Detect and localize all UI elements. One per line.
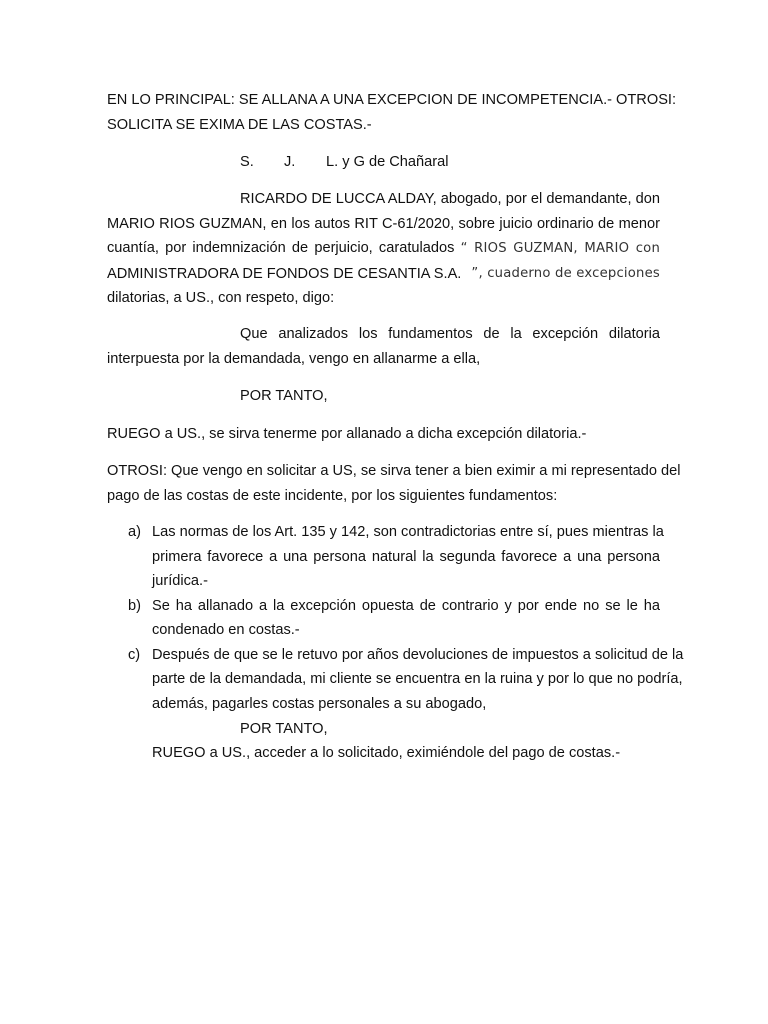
list-marker: b) [128, 597, 141, 614]
ruego-1: RUEGO a US., se sirva tenerme por allanado a dicha excepción dilatoria.- [107, 426, 587, 442]
list-item-line: Se ha allanado a la excepción opuesta de contrario y por ende no se le ha [152, 597, 660, 614]
analysis-line-2: interpuesta por la demandada, vengo en allanarme a ella, [107, 350, 481, 367]
court-place: L. y G de Chañaral [326, 154, 449, 170]
ruego-2: RUEGO a US., acceder a lo solicitado, eximiéndole del pago de costas.- [152, 745, 621, 761]
grounds-list [107, 520, 684, 716]
case-caption-start: “ RIOS GUZMAN, MARIO con [460, 241, 661, 256]
list-item-line: parte de la demandada, mi cliente se encuentra en la ruina y por lo que no podría, [152, 671, 683, 687]
list-item-line: Las normas de los Art. 135 y 142, son contradictorias entre sí, pues mientras la [152, 524, 664, 540]
por-tanto-2: POR TANTO, [240, 721, 328, 737]
list-item [107, 520, 664, 594]
intro-line-3-a: cuantía, por indemnización de perjuicio, caratulados [107, 240, 455, 256]
analysis-paragraph [107, 322, 660, 371]
otrosi-paragraph [107, 459, 681, 508]
case-caption-party: ADMINISTRADORA DE FONDOS DE CESANTIA S.A. [107, 265, 462, 282]
list-item-line: jurídica.- [152, 573, 208, 589]
list-marker: c) [128, 646, 141, 663]
case-caption-end: ”, cuaderno de excepciones [471, 265, 660, 281]
list-item-line: Después de que se le retuvo por años devoluciones de impuestos a solicitud de la [152, 646, 684, 663]
document-heading [107, 88, 677, 137]
otrosi-line-2: pago de las costas de este incidente, por los siguientes fundamentos: [107, 487, 558, 504]
intro-line-3 [107, 236, 660, 262]
court-s: S. [240, 154, 254, 170]
list-marker: a) [128, 524, 141, 540]
intro-line-1: RICARDO DE LUCCA ALDAY, abogado, por el demandante, don [240, 191, 660, 207]
list-item-line: primera favorece a una persona natural la segunda favorece a una persona [152, 548, 660, 565]
court-addressee [240, 150, 449, 175]
intro-line-4 [107, 262, 660, 287]
heading-line-1: EN LO PRINCIPAL: SE ALLANA A UNA EXCEPCION DE INCOMPETENCIA.- OTROSI: [107, 92, 677, 108]
intro-line-2: MARIO RIOS GUZMAN, en los autos RIT C-61/2020, sobre juicio ordinario de menor [107, 215, 660, 232]
analysis-line-1: Que analizados los fundamentos de la excepción dilatoria [240, 326, 660, 342]
list-item [107, 643, 684, 717]
list-item-line: condenado en costas.- [152, 622, 300, 638]
heading-line-2: SOLICITA SE EXIMA DE LAS COSTAS.- [107, 116, 372, 133]
list-item-line: además, pagarles costas personales a su abogado, [152, 695, 487, 712]
otrosi-line-1: OTROSI: Que vengo en solicitar a US, se sirva tener a bien eximir a mi representado del [107, 463, 681, 479]
court-j: J. [284, 154, 296, 170]
intro-line-5: dilatorias, a US., con respeto, digo: [107, 290, 335, 306]
por-tanto-1: POR TANTO, [240, 388, 328, 404]
intro-paragraph [107, 187, 660, 311]
list-item [107, 594, 660, 643]
